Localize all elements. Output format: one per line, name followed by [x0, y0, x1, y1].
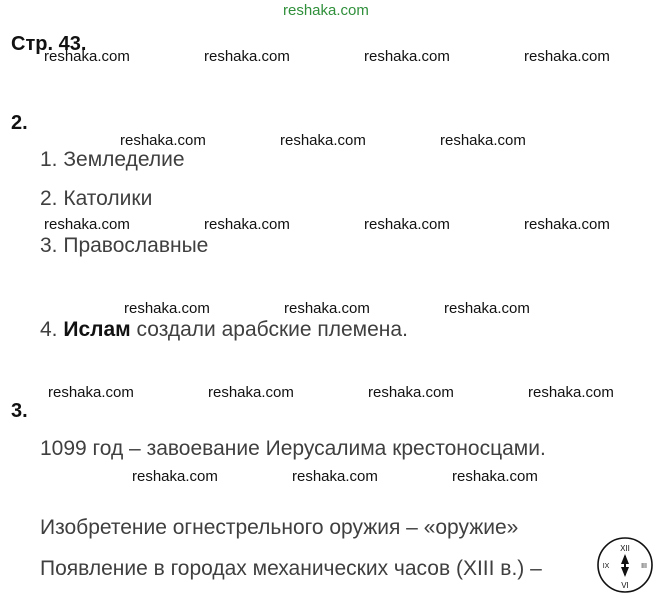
watermark: reshaka.com — [124, 300, 210, 317]
watermark: reshaka.com — [368, 384, 454, 401]
watermark: reshaka.com — [208, 384, 294, 401]
watermark: reshaka.com — [452, 468, 538, 485]
watermark: reshaka.com — [364, 48, 450, 65]
answer-line: 1099 год – завоевание Иерусалима крестоносцами. — [40, 437, 546, 460]
watermark: reshaka.com — [204, 216, 290, 233]
watermark: reshaka.com — [132, 468, 218, 485]
clock-numeral-top: XII — [620, 544, 630, 553]
answer-line: 1. Земледелие — [40, 148, 185, 171]
answer-line: Появление в городах механических часов (XIII в.) – — [40, 557, 542, 580]
answer-line: 3. Православные — [40, 234, 209, 257]
watermark: reshaka.com — [528, 384, 614, 401]
page-heading: Стр. 43. — [11, 33, 87, 55]
watermark: reshaka.com — [292, 468, 378, 485]
watermark: reshaka.com — [204, 48, 290, 65]
watermark: reshaka.com — [48, 384, 134, 401]
watermark: reshaka.com — [444, 300, 530, 317]
task-number: 2. — [11, 112, 28, 134]
watermark: reshaka.com — [44, 216, 130, 233]
clock-icon — [596, 536, 654, 594]
watermark: reshaka.com — [44, 48, 130, 65]
site-header-watermark: reshaka.com — [283, 2, 369, 19]
watermark: reshaka.com — [524, 216, 610, 233]
watermark: reshaka.com — [120, 132, 206, 149]
answer-rest: создали арабские племена. — [130, 318, 408, 341]
answer-line: 2. Католики — [40, 187, 153, 210]
clock-numeral-right: III — [641, 563, 647, 570]
watermark: reshaka.com — [364, 216, 450, 233]
answer-prefix: 4. — [40, 318, 64, 341]
answer-bold-term: Ислам — [63, 318, 131, 341]
task-number: 3. — [11, 400, 28, 422]
clock-numeral-left: IX — [602, 563, 610, 570]
answer-line: Изобретение огнестрельного оружия – «оружие» — [40, 516, 519, 539]
answer-line — [40, 318, 408, 342]
watermark: reshaka.com — [524, 48, 610, 65]
clock-numeral-bottom: VI — [621, 581, 629, 590]
watermark: reshaka.com — [440, 132, 526, 149]
watermark: reshaka.com — [284, 300, 370, 317]
watermark: reshaka.com — [280, 132, 366, 149]
